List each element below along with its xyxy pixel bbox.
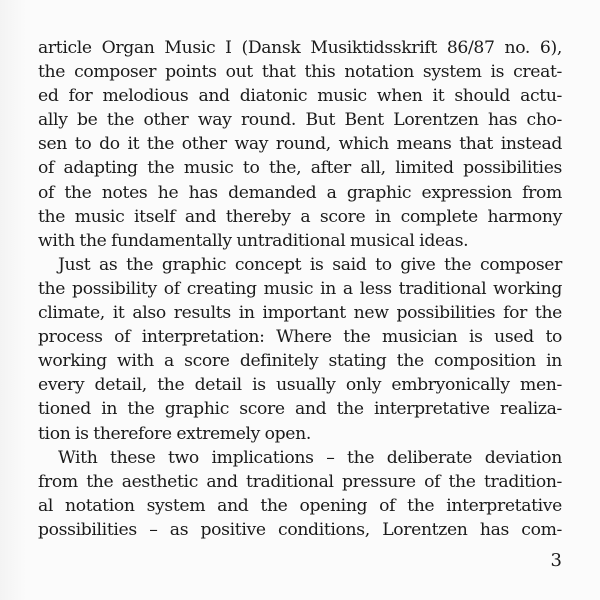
paragraph-1 — [38, 36, 562, 253]
text-line: process of interpretation: Where the musician is used to — [38, 327, 562, 348]
paragraph-3 — [38, 446, 562, 542]
text-line: of adapting the music to the, after all, limited possibilities — [38, 158, 562, 179]
text-line: with the fundamentally untraditional musical ideas. — [38, 230, 469, 251]
text-line: from the aesthetic and traditional pressure of the tradition- — [38, 471, 562, 492]
text-line: climate, it also results in important new possibilities for the — [38, 303, 562, 324]
text-line: possibilities – as positive conditions, Lorentzen has com- — [38, 519, 562, 540]
text-line: With these two implications – the deliberate deviation — [58, 447, 562, 468]
body-text — [38, 36, 562, 542]
text-line: of the notes he has demanded a graphic expression from — [38, 182, 562, 203]
text-line: ally be the other way round. But Bent Lorentzen has cho- — [38, 110, 562, 131]
text-line: the music itself and thereby a score in complete harmony — [38, 206, 562, 227]
text-line: Just as the graphic concept is said to give the composer — [58, 254, 562, 275]
text-line: article Organ Music I (Dansk Musiktidsskrift 86/87 no. 6), — [38, 38, 562, 58]
text-line: ed for melodious and diatonic music when it should actu- — [38, 86, 562, 107]
text-line: tioned in the graphic score and the interpretative realiza- — [38, 399, 562, 420]
page-edge-shadow — [0, 0, 26, 600]
text-line: the possibility of creating music in a less traditional working — [38, 278, 562, 299]
text-line: sen to do it the other way round, which means that instead — [38, 134, 562, 155]
paragraph-2 — [38, 253, 562, 446]
text-line: al notation system and the opening of the interpretative — [38, 495, 562, 516]
text-line: the composer points out that this notation system is creat- — [38, 62, 562, 83]
page-number: 3 — [550, 550, 562, 571]
text-line: every detail, the detail is usually only embryonically men- — [38, 375, 562, 396]
text-line: working with a score definitely stating the composition in — [38, 351, 562, 372]
text-line: tion is therefore extremely open. — [38, 423, 311, 444]
